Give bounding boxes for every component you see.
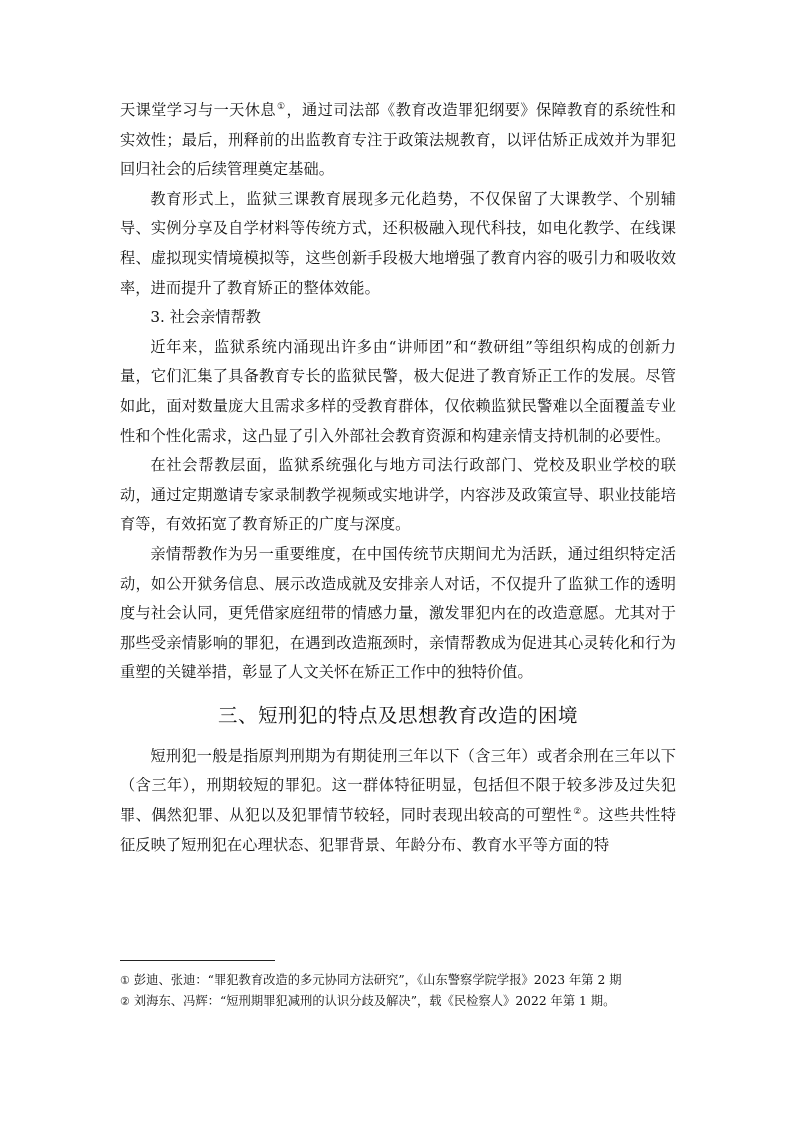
footnote-text: 彭迪、张迪：“罪犯教育改造的多元协同方法研究”，《山东警察学院学报》2023 年第 2 期 bbox=[133, 973, 622, 987]
paragraph-text: 。这些共性特征反映了短刑犯在心理状态、犯罪背景、年龄分布、教育水平等方面的特 bbox=[120, 806, 676, 854]
footnote-2 bbox=[120, 991, 676, 1012]
paragraph-text: ，通过司法部《教育改造罪犯纲要》保障教育的系统性和实效性；最后，刑释前的出监教育专注于政策法规教育，以评估矫正成效并为罪犯回归社会的后续管理奠定基础。 bbox=[120, 101, 677, 179]
paragraph-lecturer-groups: 近年来，监狱系统内涌现出许多由“讲师团”和“教研组”等组织构成的创新力量，它们汇集了具备教育专长的监狱民警，极大促进了教育矫正工作的发展。尽管如此，面对数量庞大且需求多样的受教育群体，仅依赖监狱民警难以全面覆盖专业性和个性化需求，这凸显了引入外部社会教育资源和构建亲情支持机制的必要性。 bbox=[120, 337, 676, 445]
footnote-mark: ② bbox=[120, 995, 130, 1008]
footnote-1 bbox=[120, 970, 676, 991]
paragraph-text: 天课堂学习与一天休息 bbox=[120, 101, 276, 119]
paragraph-education-forms: 教育形式上，监狱三课教育展现多元化趋势，不仅保留了大课教学、个别辅导、实例分享及自学材料等传统方式，还积极融入现代科技，如电化教学、在线课程、虚拟现实情境模拟等，这些创新手段极大地增强了教育内容的吸引力和吸收效率，进而提升了教育矫正的整体效能。 bbox=[120, 189, 676, 297]
paragraph-text: 短刑犯一般是指原判刑期为有期徒刑三年以下（含三年）或者余刑在三年以下（含三年），刑期较短的罪犯。这一群体特征明显，包括但不限于较多涉及过失犯罪、偶然犯罪、从犯以及犯罪情节较轻，同时表现出较高的可塑性 bbox=[120, 746, 676, 825]
footnote-text: 刘海东、冯辉：“短刑期罪犯减刑的认识分歧及解决”，载《民检察人》2022 年第 1 期。 bbox=[133, 994, 616, 1008]
page-body bbox=[120, 96, 676, 860]
paragraph-short-term-offenders bbox=[120, 742, 676, 860]
paragraph-continuation bbox=[120, 96, 676, 185]
footnote-mark: ① bbox=[120, 974, 130, 987]
section-heading: 三、短刑犯的特点及思想教育改造的困境 bbox=[217, 703, 578, 727]
footnote-ref-2[interactable]: ② bbox=[573, 807, 582, 818]
paragraph-social-assistance: 在社会帮教层面，监狱系统强化与地方司法行政部门、党校及职业学校的联动，通过定期邀请专家录制教学视频或实地讲学，内容涉及政策宣导、职业技能培育等，有效拓宽了教育矫正的广度与深度。 bbox=[120, 456, 676, 534]
paragraph-family-assistance: 亲情帮教作为另一重要维度，在中国传统节庆期间尤为活跃，通过组织特定活动，如公开狱务信息、展示改造成就及安排亲人对话，不仅提升了监狱工作的透明度与社会认同，更凭借家庭纽带的情感力量，激发罪犯内在的改造意愿。尤其对于那些受亲情影响的罪犯，在遇到改造瓶颈时，亲情帮教成为促进其心灵转化和行为重塑的关键举措，彰显了人文关怀在矫正工作中的独特价值。 bbox=[120, 544, 676, 682]
footnote-divider bbox=[120, 960, 275, 961]
subsection-heading: 3. 社会亲情帮教 bbox=[150, 308, 261, 327]
footnote-ref-1[interactable]: ① bbox=[276, 102, 286, 112]
footnotes bbox=[120, 970, 676, 1012]
